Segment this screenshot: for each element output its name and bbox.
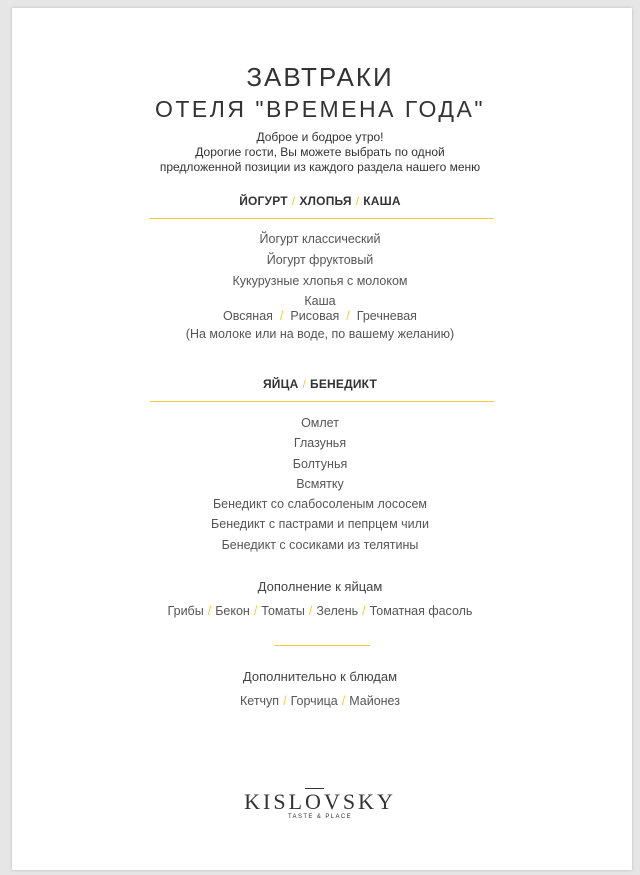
extras-list [0,694,640,708]
greeting-line: Дорогие гости, Вы можете выбрать по одной [195,145,445,159]
addon-list [0,604,640,618]
logo-text: KISL [244,789,306,814]
slash-separator: / [279,309,284,323]
addon-title: Дополнение к яйцам [257,579,383,594]
greeting [0,130,640,175]
short-divider [274,645,370,646]
porridge-options [0,309,640,323]
heading-part: КАША [363,194,401,208]
slash-separator: / [346,309,350,323]
menu-item: Глазунья [293,436,347,450]
greeting-line: Доброе и бодрое утро! [256,130,384,144]
greeting-line: предложенной позиции из каждого раздела нашего меню [159,160,481,174]
heading-part: ХЛОПЬЯ [299,194,352,208]
extras-item: Кетчуп [240,694,280,708]
slash-separator: / [341,694,346,708]
logo-tagline: TASTE & PLACE [287,814,353,820]
menu-item: Йогурт фруктовый [266,253,374,267]
slash-separator: / [253,604,258,618]
heading-part: БЕНЕДИКТ [310,377,378,391]
addon-item: Грибы [167,604,204,618]
heading-part: ЙОГУРТ [239,194,288,208]
porridge-option: Овсяная [223,309,273,323]
addon-item: Томаты [261,604,305,618]
section-divider [150,218,494,219]
porridge-option: Гречневая [356,309,417,323]
porridge-option: Рисовая [290,309,340,323]
slash-separator: / [308,604,313,618]
menu-item: Бенедикт с пастрами и пепрцем чили [211,517,429,531]
addon-item: Зелень [316,604,359,618]
menu-item: Омлет [301,416,339,430]
addon-item: Томатная фасоль [369,604,473,618]
logo-text: VSKY [323,789,396,814]
addon-item: Бекон [215,604,250,618]
slash-separator: / [355,194,360,208]
menu-item: Бенедикт с сосиками из телятины [221,538,419,552]
porridge-note: (На молоке или на воде, по вашему желанию) [185,327,455,341]
slash-separator: / [207,604,212,618]
section-heading-eggs [0,377,640,391]
section-heading-yogurt [0,194,640,208]
menu-item: Йогурт классический [259,232,381,246]
menu-subtitle: ОТЕЛЯ "ВРЕМЕНА ГОДА" [154,96,486,122]
slash-separator: / [302,377,306,391]
extras-item: Горчица [290,694,338,708]
menu-item: Бенедикт со слабосоленым лососем [212,497,428,511]
section-divider [150,401,494,402]
menu-item: Всмятку [296,477,344,491]
kislovsky-logo [0,789,640,815]
menu-item: Болтунья [292,457,348,471]
slash-separator: / [291,194,296,208]
menu-title: ЗАВТРАКИ [246,62,394,92]
heading-part: ЯЙЦА [262,377,299,391]
slash-separator: / [283,694,287,708]
menu-item: Каша [304,294,336,308]
extras-item: Майонез [349,694,400,708]
extras-title: Дополнительно к блюдам [242,669,398,684]
logo-text: $\overline{O}$ [305,789,324,814]
menu-item: Кукурузные хлопья с молоком [232,274,408,288]
slash-separator: / [362,604,366,618]
